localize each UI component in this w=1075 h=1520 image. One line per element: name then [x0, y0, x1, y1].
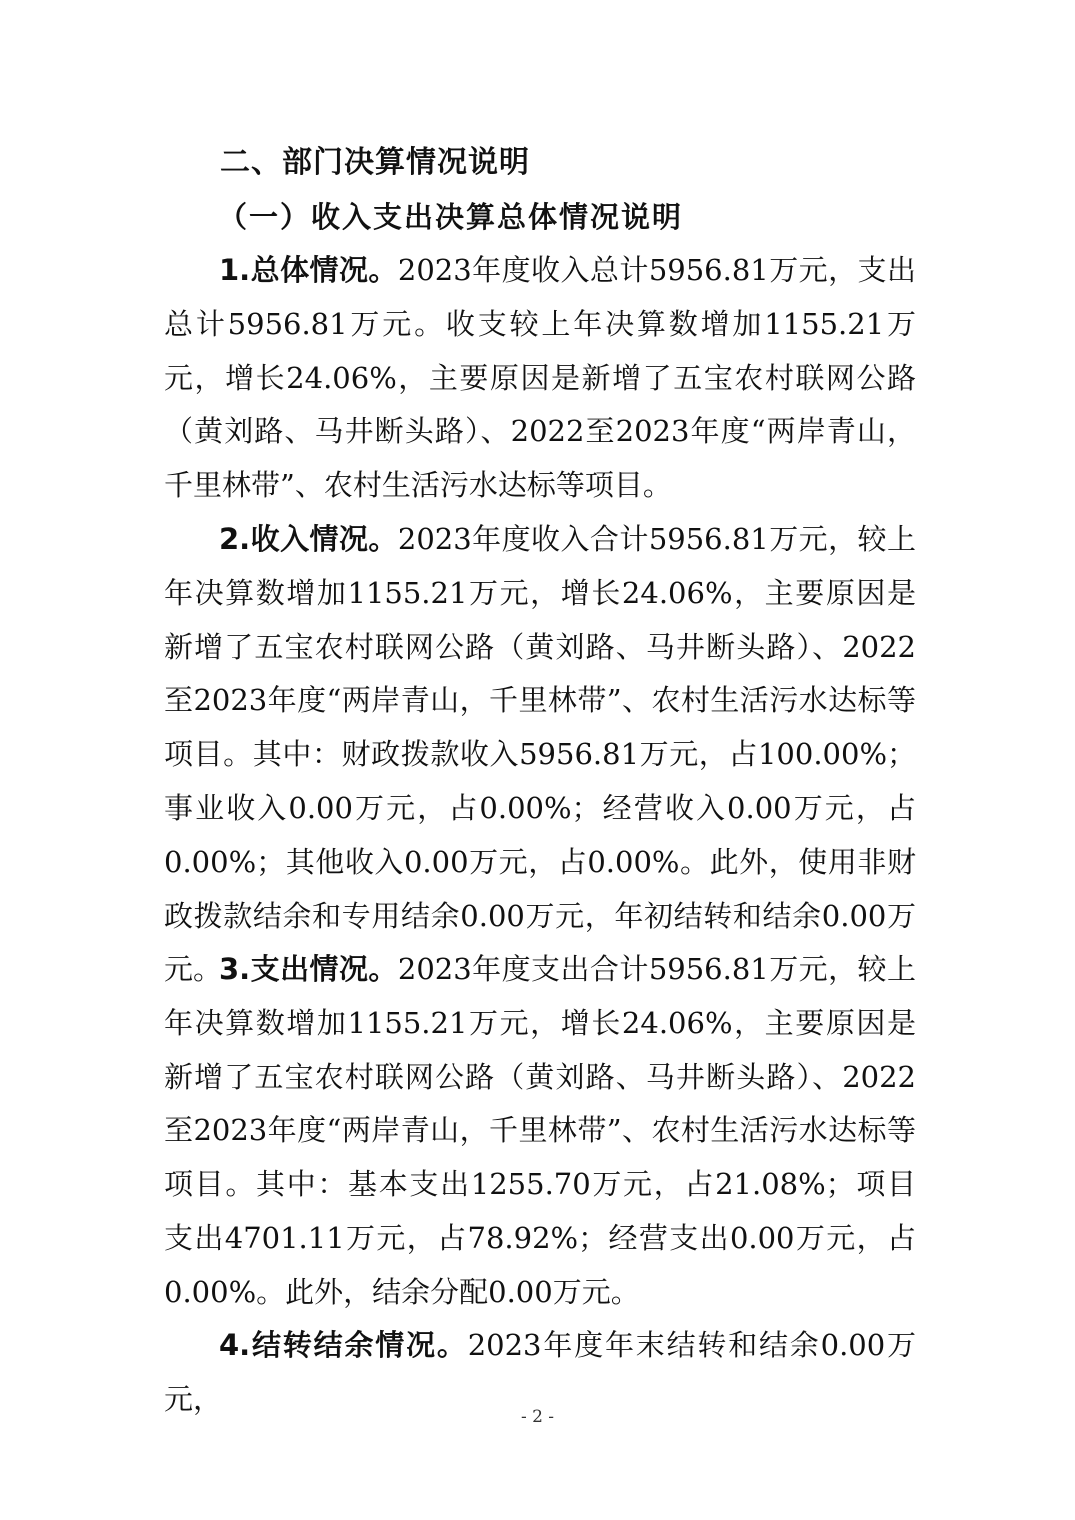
paragraph-body: 2023年度支出合计5956.81万元，较上年决算数增加1155.21万元，增长24.06%，主要原因是新增了五宝农村联网公路（黄刘路、马井断头路）、2022至2023年度“两岸青山，千里林带”、农村生活污水达标等项目。其中：基本支出1255.70万元，占21.08%；项目支出4701.11万元，占78.92%；经营支出0.00万元，占0.00%。此外，结余分配0.00万元。	[164, 952, 916, 1309]
paragraph-overall	[164, 244, 916, 513]
paragraph-lead: 3.支出情况。	[219, 952, 398, 986]
paragraph-lead: 1.总体情况。	[219, 253, 398, 287]
paragraph-body: 2023年度收入合计5956.81万元，较上年决算数增加1155.21万元，增长24.06%，主要原因是新增了五宝农村联网公路（黄刘路、马井断头路）、2022至2023年度“两岸青山，千里林带”、农村生活污水达标等项目。其中：财政拨款收入5956.81万元，占100.00%；事业收入0.00万元，占0.00%；经营收入0.00万元，占0.00%；其他收入0.00万元，占0.00%。此外，使用非财政拨款结余和专用结余0.00万元，年初结转和结余0.00万元。	[164, 522, 916, 987]
subsection-heading: （一）收入支出决算总体情况说明	[218, 200, 684, 234]
paragraph-body: 2023年度收入总计5956.81万元，支出总计5956.81万元。收支较上年决算数增加1155.21万元，增长24.06%，主要原因是新增了五宝农村联网公路（黄刘路、马井断头路）、2022至2023年度“两岸青山，千里林带”、农村生活污水达标等项目。	[164, 253, 916, 503]
paragraph-income	[164, 513, 916, 997]
paragraph-lead: 2.收入情况。	[219, 522, 398, 556]
paragraph-lead: 4.结转结余情况。	[219, 1328, 468, 1362]
paragraph-expenditure	[164, 943, 916, 1320]
page-number: - 2 -	[520, 1407, 555, 1427]
section-heading: 二、部门决算情况说明	[220, 145, 530, 180]
paragraph-body: 2023年度年末结转和结余0.00万元，	[164, 1328, 917, 1416]
